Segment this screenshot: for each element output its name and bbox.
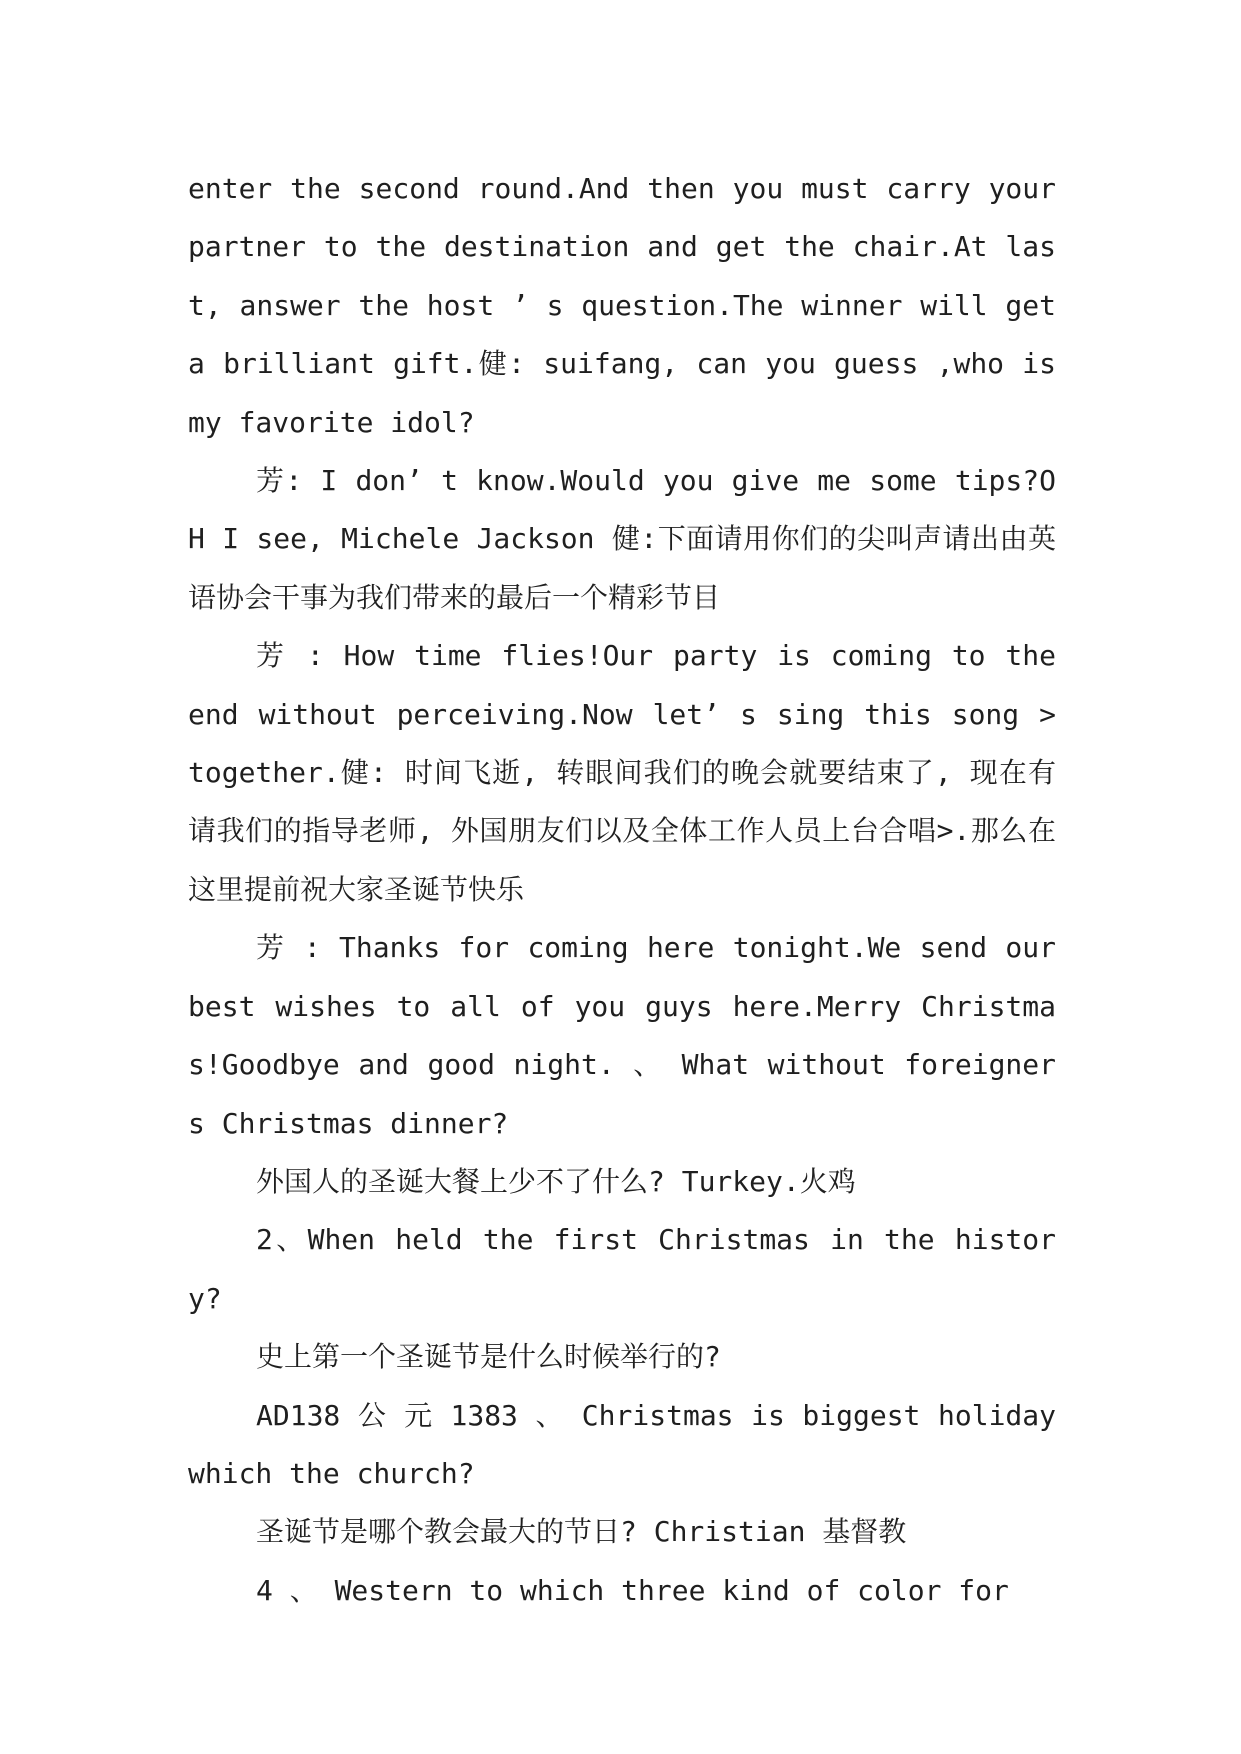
paragraph-closing-song: 芳 : How time flies!Our party is coming to the end without perceiving.Now let’ s sing this song > together.健: 时间飞逝, 转眼间我们的晚会就要结束了, 现在有请我们的指导老师, 外国朋友们以及全体工作人员上台合唱>.那么在这里提前祝大家圣诞节快乐 bbox=[188, 639, 1056, 906]
document-body bbox=[188, 160, 1056, 1620]
paragraph-question-4: 4 、 Western to which three kind of color for bbox=[256, 1573, 1009, 1607]
paragraph-question-2: 2、When held the first Christmas in the history? bbox=[188, 1223, 1056, 1315]
paragraph-question-2-chinese: 史上第一个圣诞节是什么时候举行的? bbox=[256, 1340, 721, 1374]
paragraph-farewell: 芳 : Thanks for coming here tonight.We send our best wishes to all of you guys here.Merry Christmas!Goodbye and good night. 、 What without foreigners Christmas dinner? bbox=[188, 931, 1056, 1140]
paragraph-game-rules: enter the second round.And then you must carry your partner to the destination and get the chair.At last, answer the host ’ s question.The winner will get a brilliant gift.健: suifang, can you guess ,who is my favorite idol? bbox=[188, 172, 1056, 439]
paragraph-answer-turkey: 外国人的圣诞大餐上少不了什么? Turkey.火鸡 bbox=[256, 1164, 856, 1198]
paragraph-idol-guess: 芳: I don’ t know.Would you give me some tips?OH I see, Michele Jackson 健:下面请用你们的尖叫声请出由英语协会干事为我们带来的最后一个精彩节目 bbox=[188, 464, 1056, 614]
paragraph-answer-ad138: AD138 公 元 1383 、 Christmas is biggest holiday which the church? bbox=[188, 1398, 1056, 1490]
paragraph-answer-christian: 圣诞节是哪个教会最大的节日? Christian 基督教 bbox=[256, 1515, 907, 1549]
